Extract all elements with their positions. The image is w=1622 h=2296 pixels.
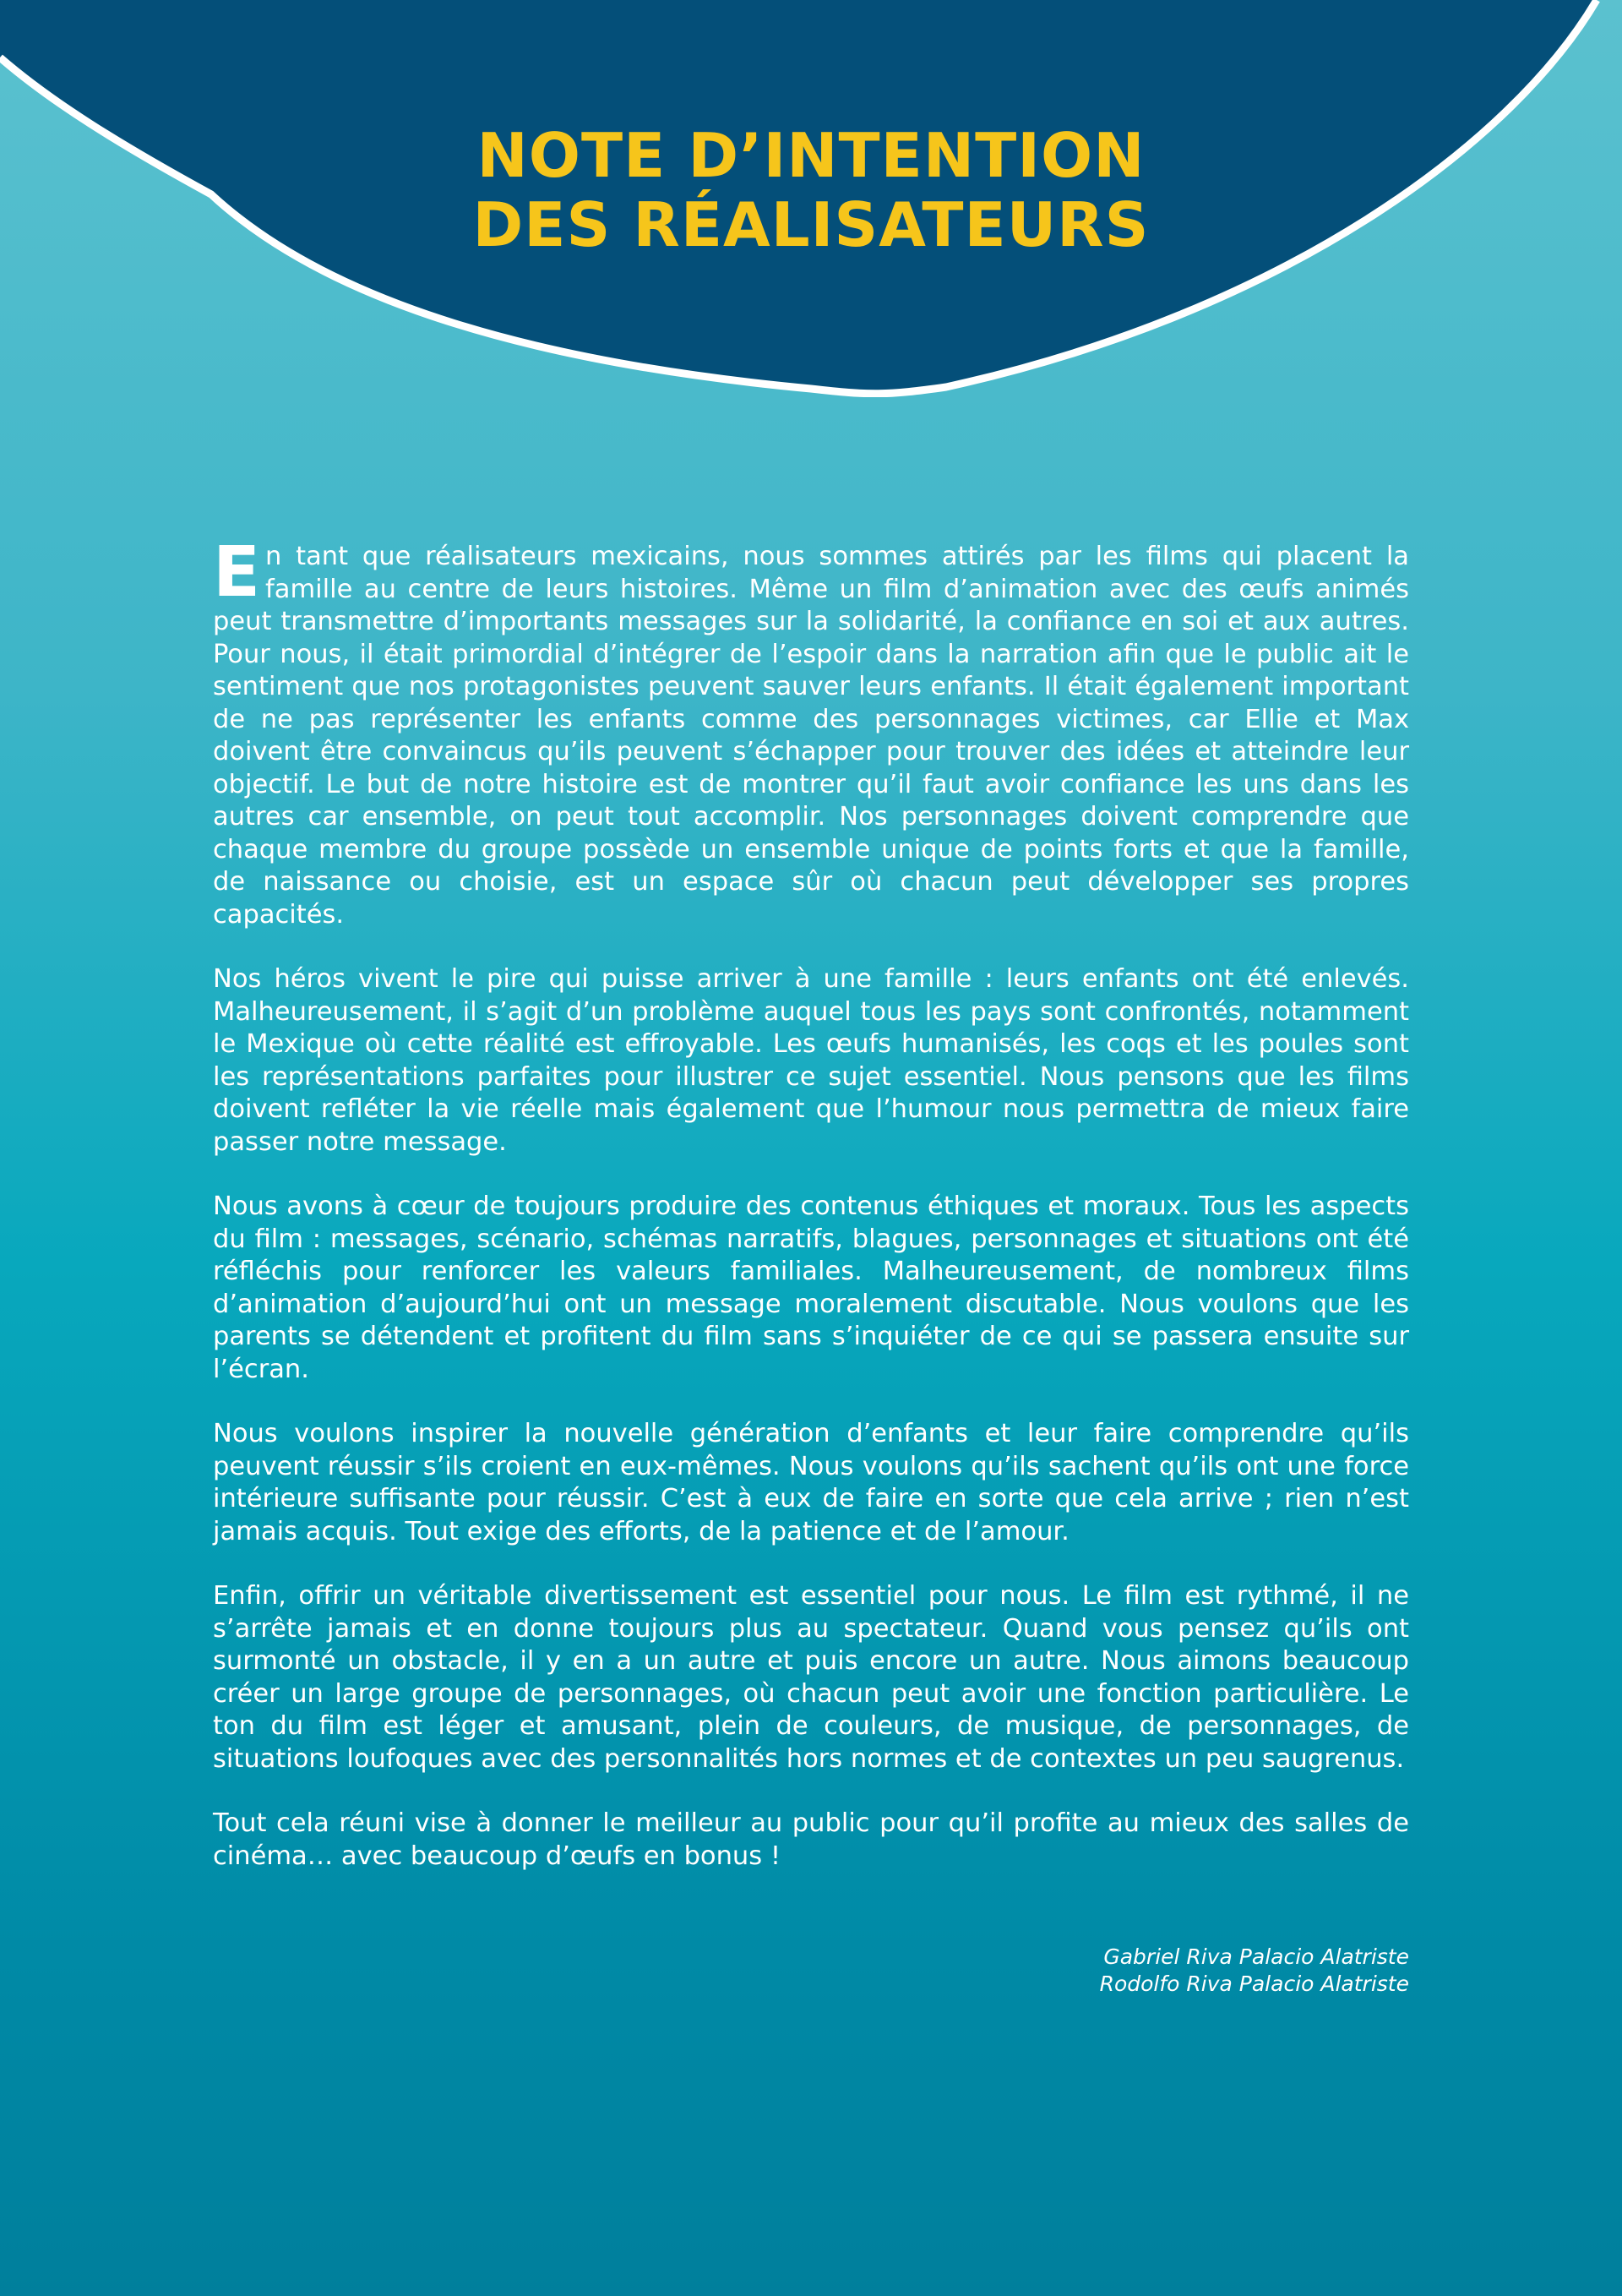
title-line-2: DES RÉALISATEURS: [472, 189, 1150, 260]
drop-cap: E: [213, 532, 261, 613]
paragraph-4: Nous voulons inspirer la nouvelle génération d’enfants et leur faire comprendre qu’ils peuvent réussir s’ils croient en eux-mêmes. Nous voulons qu’ils sachent qu’ils ont une force intérieure suffisante pour réussir. C’est à eux de faire en sorte que cela arrive ; rien n’est jamais acquis. Tout exige des efforts, de la patience et de l’amour.: [213, 1419, 1409, 1546]
signature-name-1: Gabriel Riva Palacio Alatriste: [1103, 1944, 1409, 1969]
paragraph-2: Nos héros vivent le pire qui puisse arriver à une famille : leurs enfants ont été enlevés. Malheureusement, il s’agit d’un problème auquel tous les pays sont confrontés, notamment le Mexique où cette réalité est effroyable. Les œufs humanisés, les coqs et les poules sont les représentations parfaites pour illustrer ce sujet essentiel. Nous pensons que les films doivent refléter la vie réelle mais également que l’humour nous permettra de mieux faire passer notre message.: [213, 964, 1409, 1157]
signature-name-2: Rodolfo Riva Palacio Alatriste: [1099, 1972, 1409, 1996]
signature-block: [1100, 1944, 1409, 1998]
page-title: [0, 121, 1622, 259]
title-line-1: NOTE D’INTENTION: [476, 120, 1146, 191]
paragraph-1-text: n tant que réalisateurs mexicains, nous sommes attirés par les films qui placent la famille au centre de leurs histoires. Même un film d’animation avec des œufs animés peut transmettre d’importants messages sur la solidarité, la confiance en soi et aux autres. Pour nous, il était primordial d’intégrer de l’espoir dans la narration afin que le public ait le sentiment que nos protagonistes peuvent sauver leurs enfants. Il était également important de ne pas représenter les enfants comme des personnages victimes, car Ellie et Max doivent être convaincus qu’ils peuvent s’échapper pour trouver des idées et atteindre leur objectif. Le but de notre histoire est de montrer qu’il faut avoir confiance les uns dans les autres car ensemble, on peut tout accomplir. Nos personnages doivent comprendre que chaque membre du groupe possède un ensemble unique de points forts et que la famille, de naissance ou choisie, est un espace sûr où chacun peut développer ses propres capacités.: [213, 542, 1409, 930]
paragraph-3: Nous avons à cœur de toujours produire des contenus éthiques et moraux. Tous les aspects du film : messages, scénario, schémas narratifs, blagues, personnages et situations ont été réfléchis pour renforcer les valeurs familiales. Malheureusement, de nombreux films d’animation d’aujourd’hui ont un message moralement discutable. Nous voulons que les parents se détendent et profitent du film sans s’inquiéter de ce qui se passera ensuite sur l’écran.: [213, 1192, 1409, 1384]
intention-text: [213, 532, 1409, 1905]
paragraph-5: Enfin, offrir un véritable divertissement est essentiel pour nous. Le film est rythmé, il ne s’arrête jamais et en donne toujours plus au spectateur. Quand vous pensez qu’ils ont surmonté un obstacle, il y en a un autre et puis encore un autre. Nous aimons beaucoup créer un large groupe de personnages, où chacun peut avoir une fonction particulière. Le ton du film est léger et amusant, plein de couleurs, de musique, de personnages, de situations loufoques avec des personnalités hors normes et de contextes un peu saugrenus.: [213, 1581, 1409, 1774]
paragraph-6: Tout cela réuni vise à donner le meilleur au public pour qu’il profite au mieux des salles de cinéma… avec beaucoup d’œufs en bonus !: [213, 1808, 1409, 1871]
paragraph-1: [213, 532, 1409, 931]
